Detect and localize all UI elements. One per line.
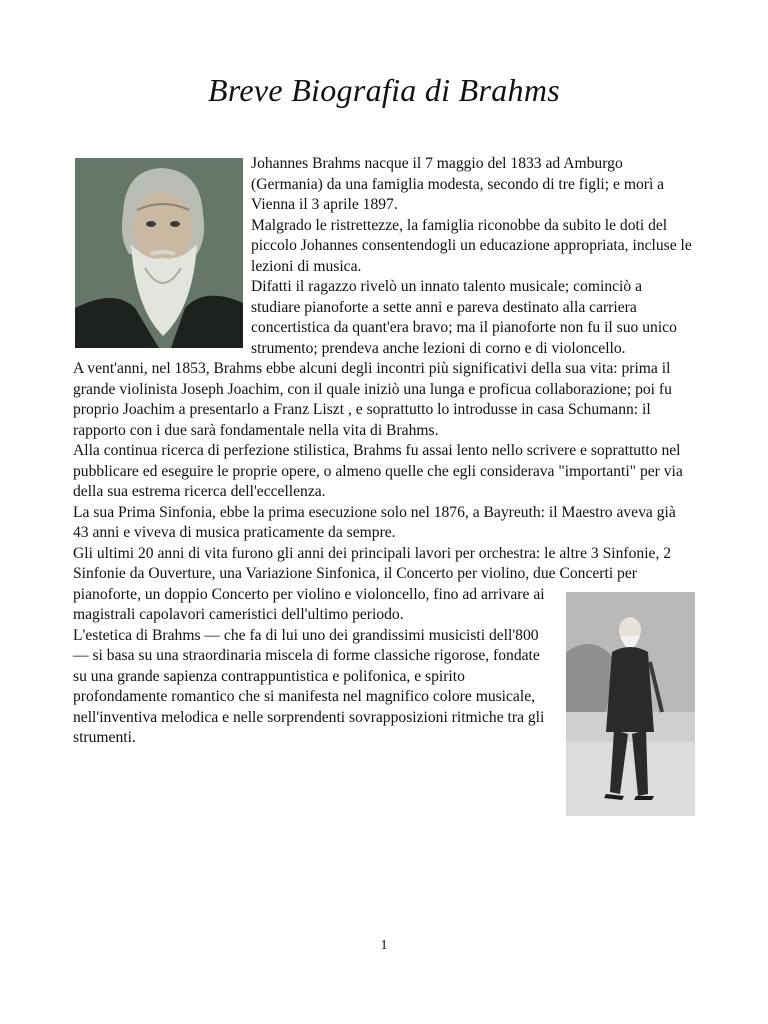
brahms-walking-photo xyxy=(566,592,695,816)
paragraph: La sua Prima Sinfonia, ebbe la prima esecuzione solo nel 1876, a Bayreuth: il Maestro aveva già 43 anni e viveva di musica praticamente da sempre. xyxy=(73,503,676,541)
page-title: Breve Biografia di Brahms xyxy=(207,72,561,108)
paragraph: Difatti il ragazzo rivelò un innato talento musicale; cominciò a studiare pianoforte a sette anni e pareva destinato alla carriera concertistica da quant'era bravo; ma il pianoforte non fu il suo unico strumento; prendeva anche lezioni di corno e di violoncello. xyxy=(251,278,677,357)
paragraph: L'estetica di Brahms — che fa di lui uno dei grandissimi musicisti dell'800 — si basa su una straordinaria miscela di forme classiche rigorose, fondate su una grande sapienza contrappuntistica e polifonica, e spirito profondamente romantico che si manifesta nel magnifico colore musicale, nell'inventiva melodica e nelle sorprendenti sovrapposizioni ritmiche tra gli strumenti. xyxy=(73,626,545,746)
paragraph: A vent'anni, nel 1853, Brahms ebbe alcuni degli incontri più significativi della sua vita: prima il grande violinista Joseph Joachim, con il quale iniziò una lunga e proficua collaborazione; poi fu proprio Joachim a presentarlo a Franz Liszt , e soprattutto lo introdusse in casa Schumann: il rapporto con i due sarà fondamentale nella vita di Brahms. xyxy=(73,360,672,439)
paragraph: Malgrado le ristrettezze, la famiglia riconobbe da subito le doti del piccolo Johannes consentendogli un educazione appropriata, incluse le lezioni di musica. xyxy=(251,216,692,275)
paragraph: Gli ultimi 20 anni di vita furono gli anni dei principali lavori per orchestra: le altre 3 Sinfonie, 2 Sinfonie da Ouverture, una Variazione Sinfonica, il Concerto per violino, due Concerti per pianoforte, un doppio Concerto per violino e violoncello, fino ad arrivare ai magistrali capolavori cameristici dell'ultimo periodo. xyxy=(73,544,672,623)
paragraph: Alla continua ricerca di perfezione stilistica, Brahms fu assai lento nello scrivere e soprattutto nel pubblicare ed eseguire le proprie opere, o almeno quelle che egli considerava "importanti" per via della sua estrema ricerca dell'eccellenza. xyxy=(73,442,683,500)
paragraph: Johannes Brahms nacque il 7 maggio del 1833 ad Amburgo (Germania) da una famiglia modesta, secondo di tre figli; e morì a Vienna il 3 aprile 1897. xyxy=(251,155,665,213)
brahms-portrait-image xyxy=(75,158,243,348)
page-number: 1 xyxy=(380,938,388,953)
biography-text xyxy=(73,154,695,820)
